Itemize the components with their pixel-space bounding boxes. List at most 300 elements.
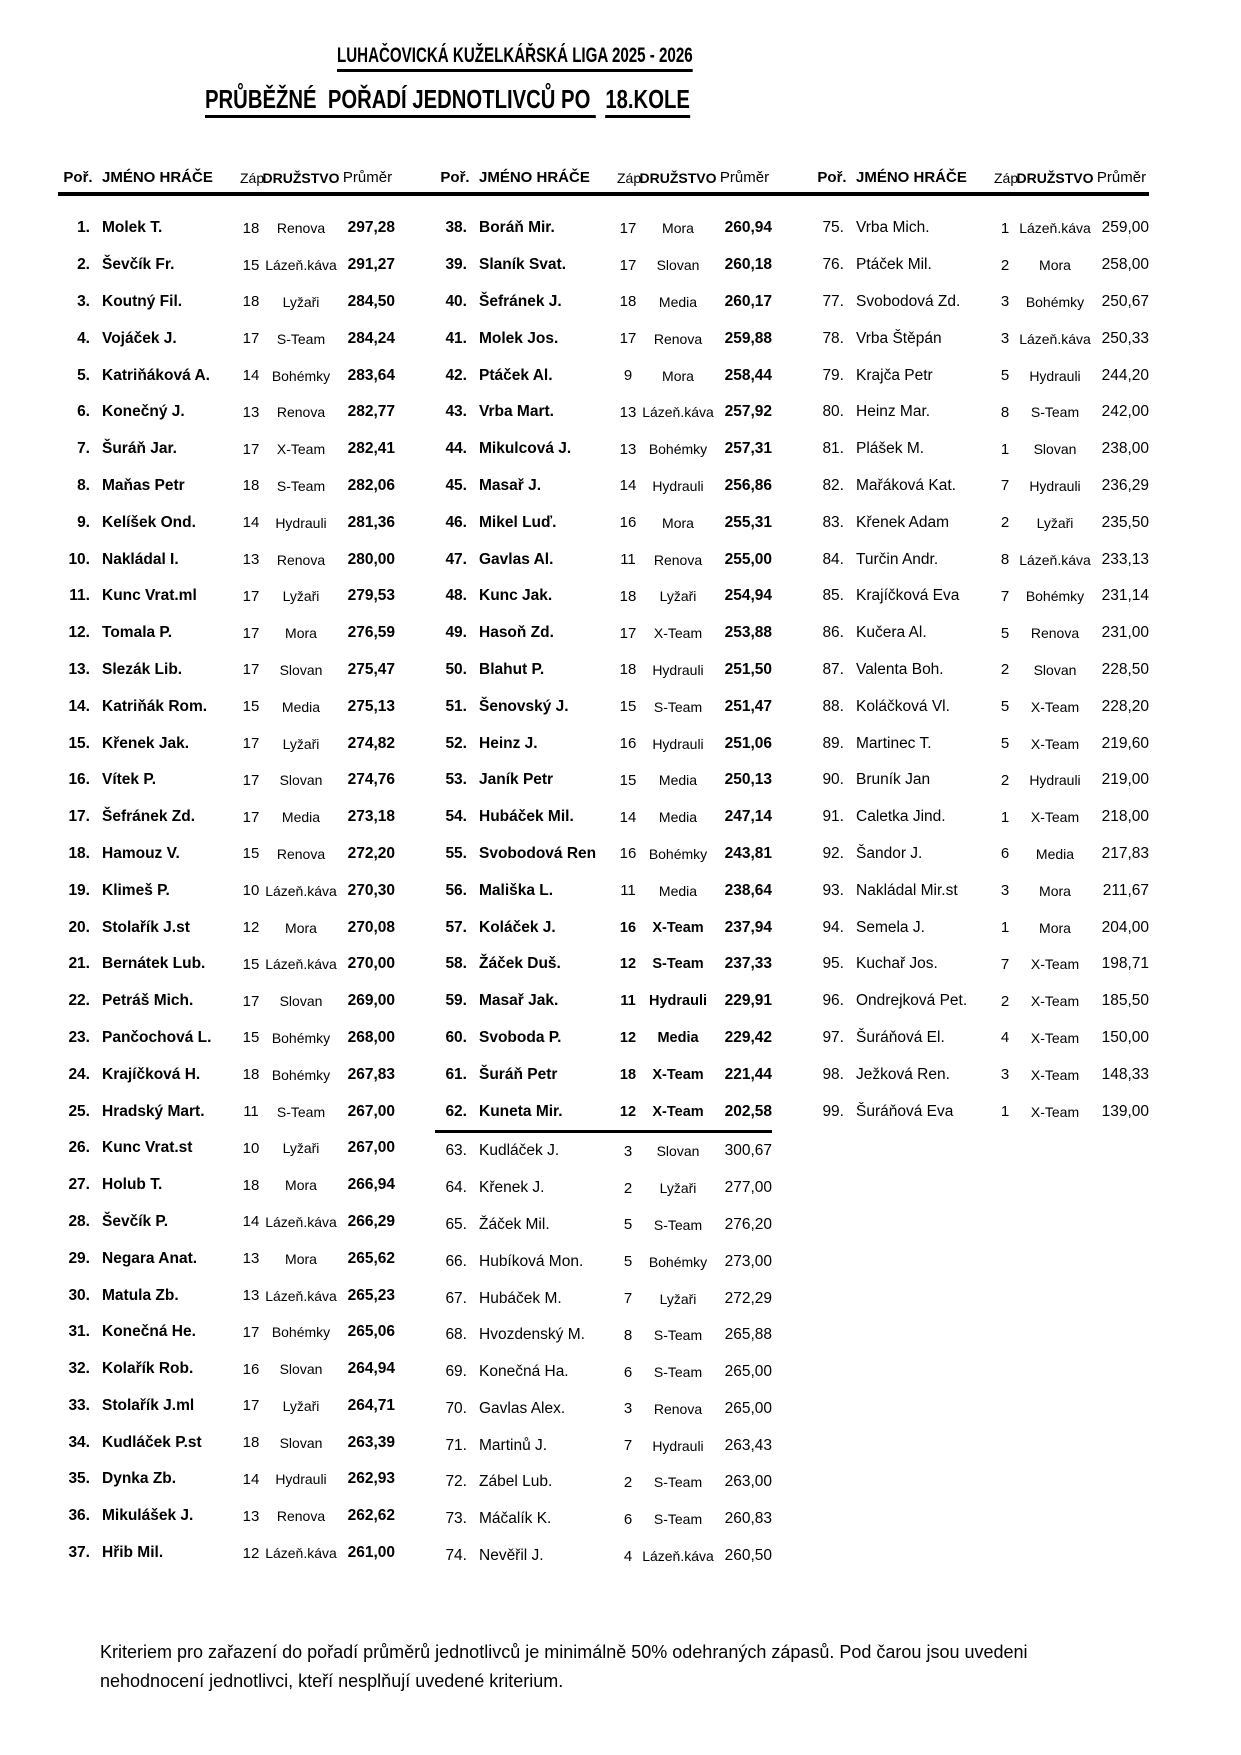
player-team: Media <box>658 882 698 899</box>
player-rank: 38. <box>445 219 467 237</box>
player-team: Lyžaři <box>659 588 697 605</box>
player-games: 15 <box>619 771 637 789</box>
player-rank: 49. <box>445 624 467 642</box>
player-row <box>435 872 772 909</box>
player-average: 263,00 <box>724 1473 772 1491</box>
player-average: 231,00 <box>1101 624 1149 642</box>
player-average: 258,00 <box>1101 256 1149 274</box>
player-row <box>812 688 1149 725</box>
player-row <box>435 1020 772 1057</box>
player-name: Gavlas Al. <box>479 550 554 568</box>
player-average: 150,00 <box>1101 1028 1149 1046</box>
player-team: Mora <box>662 367 694 384</box>
player-row <box>435 1133 772 1170</box>
player-rank: 25. <box>68 1102 90 1120</box>
player-name: Molek T. <box>102 219 163 237</box>
player-name: Šuráň Petr <box>479 1065 558 1083</box>
player-row <box>58 1167 395 1204</box>
player-games: 15 <box>242 698 260 716</box>
player-team: S-Team <box>652 956 704 973</box>
player-average: 300,67 <box>724 1142 772 1160</box>
player-name: Křenek J. <box>479 1179 545 1197</box>
player-rank: 3. <box>77 292 90 310</box>
player-rank: 92. <box>822 844 844 862</box>
player-name: Tomala P. <box>102 624 173 642</box>
player-games: 10 <box>242 1139 260 1157</box>
player-average: 251,47 <box>724 697 772 715</box>
player-average: 235,50 <box>1101 513 1149 531</box>
player-average: 276,59 <box>347 624 395 642</box>
player-average: 258,44 <box>724 366 772 384</box>
player-team: Lázeň.káva <box>642 404 714 421</box>
header-games: Záp <box>240 170 265 186</box>
player-team: Lyžaři <box>282 1140 320 1157</box>
player-name: Konečná Ha. <box>479 1363 569 1381</box>
player-name: Heinz J. <box>479 734 538 752</box>
player-average: 266,94 <box>347 1176 395 1194</box>
league-title: LUHAČOVICKÁ KUŽELKÁŘSKÁ LIGA 2025 - 2026 <box>337 44 693 68</box>
player-games: 12 <box>242 1544 260 1562</box>
player-games: 17 <box>242 1397 260 1415</box>
player-games: 11 <box>620 882 636 900</box>
player-games: 14 <box>242 367 260 385</box>
player-team: Media <box>658 809 698 826</box>
player-average: 265,88 <box>724 1326 772 1344</box>
player-games: 5 <box>1000 698 1010 716</box>
player-name: Kelíšek Ond. <box>102 513 196 531</box>
player-average: 256,86 <box>724 476 772 494</box>
player-games: 17 <box>242 771 260 789</box>
player-rank: 1. <box>77 219 90 237</box>
player-team: Mora <box>1039 257 1071 274</box>
player-row <box>58 1461 395 1498</box>
player-games: 5 <box>623 1253 633 1271</box>
player-games: 17 <box>242 624 260 642</box>
player-games: 14 <box>242 514 260 532</box>
player-team: Hydrauli <box>275 514 327 531</box>
player-games: 16 <box>619 514 637 532</box>
player-team: X-Team <box>1030 1066 1080 1083</box>
player-team: Renova <box>1030 625 1080 642</box>
player-team: Media <box>1035 845 1075 862</box>
player-row <box>58 431 395 468</box>
criteria-note <box>100 1638 1180 1696</box>
player-average: 217,83 <box>1101 844 1149 862</box>
player-rank: 59. <box>445 992 467 1010</box>
player-name: Kunc Vrat.st <box>102 1139 193 1157</box>
player-average: 264,94 <box>347 1360 395 1378</box>
player-average: 269,00 <box>347 992 395 1010</box>
player-row <box>435 688 772 725</box>
player-rank: 71. <box>445 1436 467 1454</box>
player-average: 260,50 <box>724 1547 772 1565</box>
standings-subtitle <box>205 84 690 115</box>
player-rank: 62. <box>445 1102 467 1120</box>
player-rank: 87. <box>822 660 844 678</box>
player-games: 3 <box>1000 1066 1010 1084</box>
player-name: Hubáček Mil. <box>479 808 574 826</box>
player-average: 273,00 <box>724 1252 772 1270</box>
player-average: 148,33 <box>1101 1065 1149 1083</box>
player-rank: 4. <box>77 329 90 347</box>
player-team: X-Team <box>1030 993 1080 1010</box>
player-rank: 47. <box>445 550 467 568</box>
player-row <box>58 1130 395 1167</box>
player-team: Lázeň.káva <box>1019 330 1091 347</box>
player-games: 17 <box>619 256 637 274</box>
player-average: 202,58 <box>724 1102 772 1120</box>
player-average: 229,42 <box>724 1028 772 1046</box>
player-row <box>435 983 772 1020</box>
player-average: 265,62 <box>347 1249 395 1267</box>
player-average: 257,31 <box>724 440 772 458</box>
player-name: Kolařík Rob. <box>102 1360 194 1378</box>
player-games: 18 <box>242 1176 260 1194</box>
player-average: 262,93 <box>347 1470 395 1488</box>
player-row <box>812 762 1149 799</box>
player-name: Šefránek Zd. <box>102 808 196 826</box>
player-games: 14 <box>619 808 637 826</box>
player-average: 219,00 <box>1101 771 1149 789</box>
player-average: 229,91 <box>724 992 772 1010</box>
player-games: 15 <box>242 845 260 863</box>
player-average: 211,67 <box>1102 881 1149 899</box>
player-row <box>812 1020 1149 1057</box>
player-games: 13 <box>242 403 260 421</box>
player-games: 6 <box>623 1363 633 1381</box>
player-name: Klimeš P. <box>102 881 170 899</box>
player-rank: 88. <box>822 697 844 715</box>
player-row <box>435 946 772 983</box>
player-average: 260,18 <box>724 256 772 274</box>
player-team: Bohémky <box>648 845 708 862</box>
player-team: Hydrauli <box>1029 477 1081 494</box>
player-row <box>435 1391 772 1428</box>
player-rank: 9. <box>77 513 90 531</box>
player-games: 2 <box>1000 256 1010 274</box>
player-games: 7 <box>623 1290 633 1307</box>
player-row <box>435 1354 772 1391</box>
player-row <box>812 983 1149 1020</box>
player-row <box>58 1277 395 1314</box>
player-rank: 95. <box>822 955 844 973</box>
player-average: 238,64 <box>724 881 772 899</box>
player-rank: 98. <box>822 1065 844 1083</box>
player-rank: 27. <box>68 1176 90 1194</box>
player-row <box>435 357 772 394</box>
player-name: Blahut P. <box>479 660 545 678</box>
player-row <box>435 615 772 652</box>
player-rank: 74. <box>445 1547 467 1565</box>
player-average: 267,83 <box>347 1065 395 1083</box>
player-name: Nakládal Mir.st <box>856 881 958 899</box>
player-row <box>58 1388 395 1425</box>
player-name: Vítek P. <box>102 771 157 789</box>
player-average: 272,29 <box>724 1289 772 1307</box>
player-rank: 91. <box>822 808 844 826</box>
player-name: Heinz Mar. <box>856 403 931 421</box>
player-rank: 90. <box>822 771 844 789</box>
player-name: Holub T. <box>102 1176 163 1194</box>
player-games: 15 <box>242 256 260 274</box>
player-team: Bohémky <box>648 441 708 458</box>
player-average: 237,94 <box>724 918 772 936</box>
header-rank: Poř. <box>63 169 93 186</box>
player-average: 219,60 <box>1101 734 1149 752</box>
player-games: 17 <box>242 661 260 679</box>
player-average: 270,30 <box>347 881 395 899</box>
player-name: Krajíčková Eva <box>856 587 960 605</box>
player-games: 3 <box>623 1142 633 1160</box>
player-rank: 22. <box>68 992 90 1010</box>
player-name: Hřib Mil. <box>102 1544 164 1562</box>
player-row <box>58 872 395 909</box>
player-name: Ondrejková Pet. <box>856 992 968 1010</box>
player-rank: 89. <box>822 734 844 752</box>
player-name: Martinů J. <box>479 1436 548 1454</box>
player-games: 1 <box>1000 219 1010 237</box>
player-name: Kuneta Mir. <box>479 1102 563 1120</box>
player-team: Lyžaři <box>282 1397 320 1414</box>
player-games: 13 <box>619 403 637 421</box>
player-row <box>435 504 772 541</box>
player-name: Kudláček P.st <box>102 1433 202 1451</box>
player-rank: 94. <box>822 918 844 936</box>
player-row <box>812 725 1149 762</box>
player-games: 7 <box>1000 477 1010 495</box>
player-name: Šandor J. <box>856 844 923 862</box>
player-name: Ptáček Al. <box>479 366 553 384</box>
player-games: 12 <box>619 1029 637 1046</box>
player-rank: 19. <box>68 881 90 899</box>
player-games: 18 <box>242 1434 260 1452</box>
header-player-name: JMÉNO HRÁČE <box>856 169 967 186</box>
player-rank: 33. <box>68 1396 90 1414</box>
player-rank: 85. <box>822 587 844 605</box>
player-team: Lázeň.káva <box>642 1548 714 1565</box>
player-row <box>58 1535 395 1572</box>
player-row <box>435 1170 772 1207</box>
player-average: 282,77 <box>347 403 395 421</box>
player-games: 10 <box>242 882 260 900</box>
player-average: 282,41 <box>347 440 395 458</box>
player-name: Křenek Jak. <box>102 734 190 752</box>
player-games: 3 <box>1000 330 1010 348</box>
player-average: 262,62 <box>347 1507 395 1525</box>
player-average: 242,00 <box>1101 403 1149 421</box>
player-average: 283,64 <box>347 366 395 384</box>
player-rank: 30. <box>68 1286 90 1304</box>
player-rank: 2. <box>77 256 90 274</box>
player-games: 6 <box>623 1510 633 1528</box>
player-rank: 28. <box>68 1212 90 1230</box>
header-average: Průměr <box>1096 169 1147 186</box>
player-games: 5 <box>623 1216 633 1234</box>
player-team: X-Team <box>653 625 703 642</box>
player-row <box>812 468 1149 505</box>
player-average: 238,00 <box>1101 440 1149 458</box>
player-team: Renova <box>653 551 703 568</box>
player-average: 274,76 <box>347 771 395 789</box>
player-team: Mora <box>1039 919 1071 936</box>
player-games: 5 <box>1000 735 1010 753</box>
player-average: 266,29 <box>347 1212 395 1230</box>
player-row <box>812 652 1149 689</box>
header-group-2 <box>435 166 772 190</box>
player-games: 13 <box>619 440 637 458</box>
player-games: 7 <box>623 1437 633 1455</box>
player-name: Šuráňová El. <box>856 1028 945 1046</box>
criteria-note-line1: Kriteriem pro zařazení do pořadí průměrů jednotlivců je minimálně 50% odehraných zápasů. Pod čarou jsou uvedeni <box>100 1642 1028 1662</box>
player-team: Slovan <box>656 257 700 274</box>
player-team: Media <box>658 772 698 789</box>
player-row <box>58 688 395 725</box>
player-rank: 83. <box>822 513 844 531</box>
player-row <box>812 1056 1149 1093</box>
player-team: Media <box>658 293 698 310</box>
player-row <box>435 1243 772 1280</box>
player-average: 275,13 <box>347 697 395 715</box>
player-team: X-Team <box>276 441 326 458</box>
player-rank: 93. <box>822 881 844 899</box>
player-name: Masař Jak. <box>479 992 559 1010</box>
player-row <box>435 1538 772 1575</box>
player-team: Bohémky <box>271 1324 331 1341</box>
player-rank: 17. <box>68 808 90 826</box>
player-team: X-Team <box>1030 956 1080 973</box>
player-average: 265,06 <box>347 1323 395 1341</box>
player-team: Slovan <box>1033 441 1077 458</box>
player-games: 8 <box>1000 551 1010 569</box>
player-name: Hamouz V. <box>102 844 180 862</box>
player-row <box>58 247 395 284</box>
player-rank: 21. <box>68 955 90 973</box>
player-name: Maňas Petr <box>102 476 185 494</box>
player-name: Koutný Fil. <box>102 292 183 310</box>
player-games: 13 <box>242 1250 260 1268</box>
player-row <box>435 1207 772 1244</box>
player-games: 11 <box>243 1103 259 1121</box>
player-rank: 11. <box>69 587 90 605</box>
player-games: 13 <box>242 551 260 569</box>
player-name: Hubíková Mon. <box>479 1252 584 1270</box>
player-name: Křenek Adam <box>856 513 950 531</box>
player-team: Renova <box>276 1508 326 1525</box>
player-team: Lyžaři <box>282 735 320 752</box>
table-header-row <box>58 166 1149 190</box>
player-team: Slovan <box>1033 661 1077 678</box>
player-team: Lázeň.káva <box>265 956 337 973</box>
player-average: 275,47 <box>347 660 395 678</box>
player-games: 14 <box>242 1213 260 1231</box>
player-team: S-Team <box>653 1511 703 1528</box>
player-games: 7 <box>1000 587 1010 605</box>
player-games: 3 <box>623 1400 633 1418</box>
player-name: Koláčková Vl. <box>856 697 950 715</box>
player-team: X-Team <box>652 919 704 936</box>
player-row <box>58 1314 395 1351</box>
player-games: 4 <box>623 1547 633 1565</box>
player-team: Slovan <box>656 1143 700 1160</box>
header-rule <box>58 192 1149 196</box>
player-rank: 55. <box>445 844 467 862</box>
player-rank: 8. <box>77 476 90 494</box>
player-team: Lázeň.káva <box>1019 551 1091 568</box>
player-row <box>58 578 395 615</box>
player-average: 284,50 <box>347 292 395 310</box>
header-average: Průměr <box>719 169 770 186</box>
player-rank: 86. <box>822 624 844 642</box>
player-row <box>435 320 772 357</box>
player-rank: 70. <box>445 1399 467 1417</box>
player-games: 2 <box>1000 661 1010 679</box>
player-row <box>435 1427 772 1464</box>
player-team: X-Team <box>1030 735 1080 752</box>
player-games: 12 <box>619 956 637 973</box>
criteria-note-line2: nehodnocení jednotlivci, kteří nesplňují uvedené kriterium. <box>100 1671 564 1691</box>
player-average: 228,50 <box>1101 660 1149 678</box>
player-team: X-Team <box>1030 1103 1080 1120</box>
player-team: Renova <box>653 1400 703 1417</box>
player-average: 265,00 <box>724 1399 772 1417</box>
player-row <box>812 1093 1149 1130</box>
player-average: 284,24 <box>347 329 395 347</box>
player-rank: 39. <box>445 256 467 274</box>
standings-table <box>58 166 1149 1574</box>
player-team: S-Team <box>653 1327 703 1344</box>
player-games: 2 <box>623 1179 633 1197</box>
player-row <box>435 1501 772 1538</box>
player-team: Mora <box>662 514 694 531</box>
player-team: Media <box>657 1029 699 1046</box>
player-rank: 64. <box>445 1179 467 1197</box>
header-games: Záp <box>617 170 642 186</box>
player-average: 236,29 <box>1101 476 1149 494</box>
player-average: 264,71 <box>347 1396 395 1414</box>
player-games: 9 <box>623 367 633 385</box>
player-average: 267,00 <box>347 1139 395 1157</box>
player-name: Mařáková Kat. <box>856 476 956 494</box>
player-row <box>812 247 1149 284</box>
player-row <box>812 284 1149 321</box>
player-name: Koláček J. <box>479 918 556 936</box>
player-name: Pančochová L. <box>102 1028 212 1046</box>
player-team: Slovan <box>279 772 323 789</box>
player-name: Ševčík Fr. <box>102 256 175 274</box>
player-name: Slaník Svat. <box>479 256 567 274</box>
player-average: 268,00 <box>347 1028 395 1046</box>
player-row <box>435 1056 772 1093</box>
player-name: Valenta Boh. <box>856 660 944 678</box>
player-games: 4 <box>1000 1029 1010 1047</box>
player-team: Hydrauli <box>1029 772 1081 789</box>
player-row <box>812 394 1149 431</box>
player-rank: 13. <box>68 660 90 678</box>
player-games: 18 <box>242 1066 260 1084</box>
player-row <box>435 247 772 284</box>
player-rank: 50. <box>445 660 467 678</box>
player-name: Negara Anat. <box>102 1249 198 1267</box>
player-rank: 24. <box>68 1065 90 1083</box>
player-team: Lázeň.káva <box>1019 220 1091 237</box>
player-rank: 58. <box>445 955 467 973</box>
player-row <box>812 210 1149 247</box>
player-average: 233,13 <box>1101 550 1149 568</box>
player-name: Plášek M. <box>856 440 925 458</box>
player-rank: 54. <box>445 808 467 826</box>
player-average: 277,00 <box>724 1179 772 1197</box>
player-name: Kudláček J. <box>479 1142 560 1160</box>
